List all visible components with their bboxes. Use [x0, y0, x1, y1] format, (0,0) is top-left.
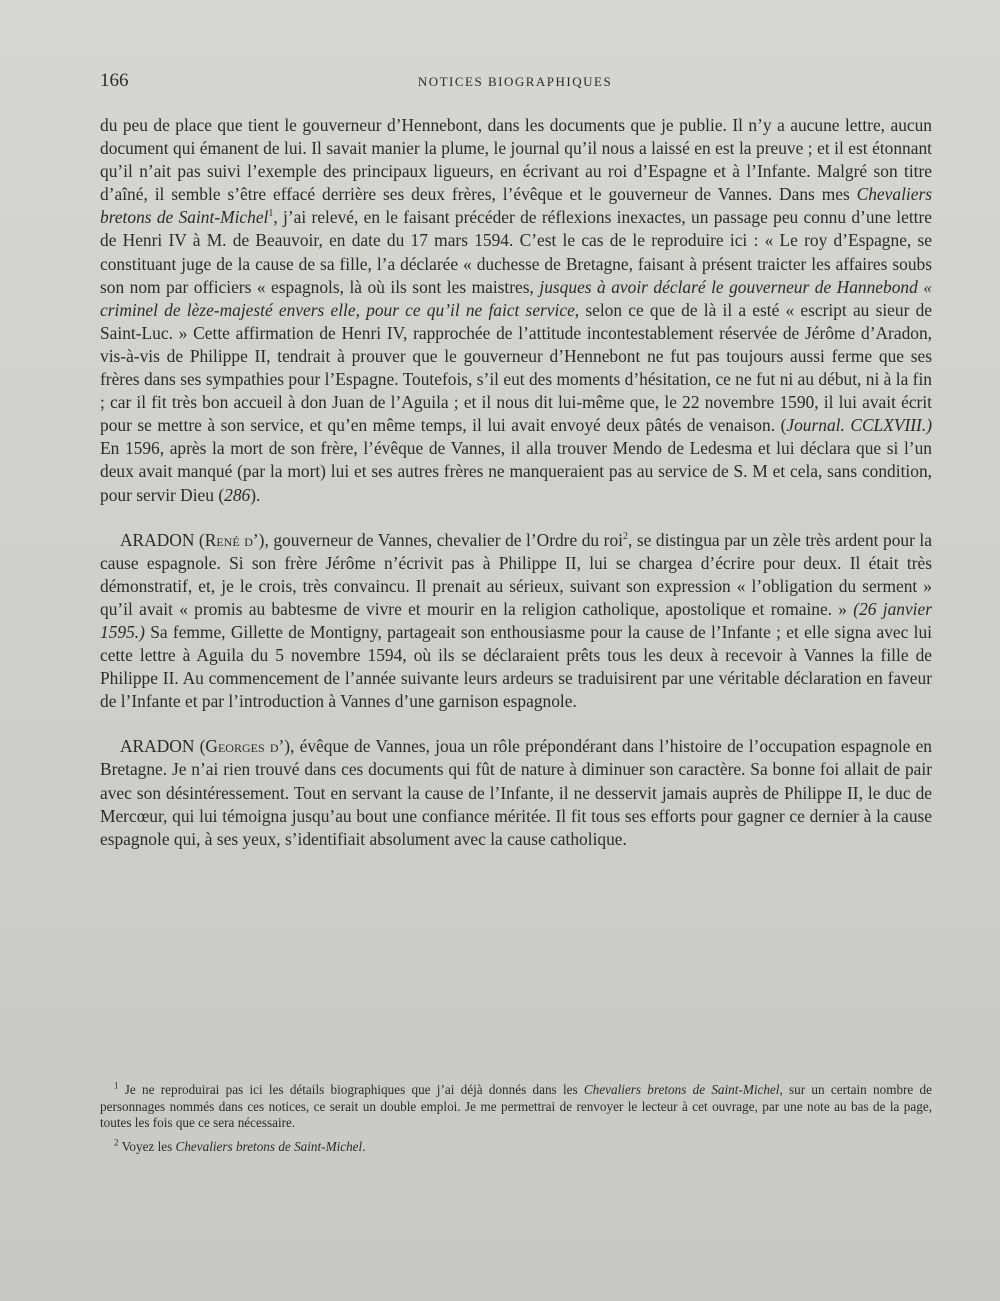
- running-title: NOTICES BIOGRAPHIQUES: [417, 74, 613, 89]
- text-run: ).: [250, 484, 261, 505]
- text-run: , se distingua par un zèle très ardent pour la cause espagnole. Si son frère Jérôme n’écrivit pas à Philippe II, lui se chargea d’écrire pour deux. Il était très démonstratif, et, je le crois, très convaincu. Il prenait au sérieux, suivant son expression « l’obligation du serment » qu’il avait « promis au babtesme de vivre et mourir en la religion catholique, apostolique et romaine. »: [100, 529, 932, 619]
- italic-run: Chevaliers bretons de Saint-Michel: [100, 184, 932, 228]
- text-run: , sur un certain nombre de personnages nommés dans ces notices, ce serait un double emploi. Je me permettrai de renvoyer le lecteur à cet ouvrage, par une note au bas de la page, toutes les fois que ce sera nécessaire.: [100, 1082, 933, 1130]
- text-run: Sa femme, Gillette de Montigny, partageait son enthousiasme pour la cause de l’Infante ; et elle signa avec lui cette lettre à Aguila du 5 novembre 1594, où ils se déclaraient prêts tous les deux à recevoir à Vannes la fille de Philippe II. Au commencement de l’année suivante leurs ardeurs se traduisirent par une véritable déclaration en faveur de l’Infante et par l’introduction à Vannes d’une garnison espagnole.: [100, 621, 932, 712]
- italic-run: Chevaliers bretons de Saint-Michel: [583, 1082, 780, 1097]
- text-run: .: [362, 1138, 366, 1154]
- paragraph-jerome-aradon: [100, 114, 932, 507]
- body-text: [100, 114, 932, 851]
- small-caps-run: René d’: [204, 529, 259, 550]
- page-header: [100, 70, 930, 96]
- footnote-2: [100, 1139, 932, 1156]
- text-run: Je ne reproduirai pas ici les détails biographiques que j’ai déjà donnés dans les: [124, 1082, 584, 1097]
- note-reference: 1: [268, 208, 274, 220]
- text-run: ), évêque de Vannes, joua un rôle prépondérant dans l’histoire de l’occupation espagnole en Bretagne. Je n’ai rien trouvé dans ces documents qui fût de nature à diminuer son caractère. Sa bonne foi allait de pair avec son désintéressement. Tout en servant la cause de l’Infante, il ne desservit jamais auprès de Philippe II, le duc de Mercœur, qui lui témoigna jusqu’au bout une confiance méritée. Il fit tous ses efforts pour gagner ce dernier à la cause espagnole qui, à ses yeux, s’identifiait absolument avec la cause catholique.: [100, 736, 932, 849]
- text-run: Voyez les: [121, 1138, 176, 1154]
- text-run: , selon ce que de là il a esté « escript au sieur de Saint-Luc. » Cette affirmation de Henri IV, rapprochée de l’attitude incontestablement réservée de Jérôme d’Aradon, vis-à-vis de Philippe II, tendrait à prouver que le gouverneur d’Hennebont ne fut pas toujours aussi ferme que ses frères dans ses sympathies pour l’Espagne. Toutefois, s’il eut des moments d’hésitation, ce ne fut ni au début, ni à la fin ; car il fit très bon accueil à don Juan de l’Aguila ; et il nous dit lui-même que, le 22 novembre 1590, il lui avait écrit pour se mettre à son service, et qu’en même temps, il lui avait envoyé deux pâtés de venaison. (: [100, 299, 932, 436]
- note-reference: 2: [622, 530, 628, 542]
- text-run: En 1596, après la mort de son frère, l’évêque de Vannes, il alla trouver Mendo de Ledesma et lui déclara que si l’un deux avait manqué (par la mort) lui et ses autres frères ne manqueraient pas au service de S. M et cela, sans condition, pour servir Dieu (: [100, 438, 932, 505]
- text-run: , j’ai relevé, en le faisant précéder de réflexions inexactes, un passage peu connu d’une lettre de Henri IV à M. de Beauvoir, en date du 17 mars 1594. C’est le cas de le reproduire ici : « Le roy d’Espagne, se constituant juge de la cause de sa fille, l’a déclarée « duchesse de Bretagne, faisant à présent traicter les affaires soubs son nom par officiers « espagnols, là où ils sont les maistres,: [100, 207, 932, 297]
- paragraph-rene-aradon: [100, 529, 932, 714]
- text-run: ), gouverneur de Vannes, chevalier de l’Ordre du roi: [258, 529, 623, 550]
- italic-run: Chevaliers bretons de Saint-Michel: [175, 1138, 363, 1154]
- paragraph-georges-aradon: [100, 735, 932, 850]
- italic-run: (26 janvier 1595.): [100, 598, 932, 642]
- footnote-1: [100, 1082, 932, 1132]
- italic-run: 286: [224, 484, 251, 505]
- footnotes: [100, 1082, 932, 1162]
- text-run: ARADON (: [120, 529, 205, 550]
- footnote-mark: 1: [114, 1080, 119, 1091]
- text-run: du peu de place que tient le gouverneur d’Hennebont, dans les documents que je publie. Il n’y a aucune lettre, aucun document qui émanent de lui. Il savait manier la plume, le journal qu’il nous a laissé en est la preuve ; et il est étonnant qu’il n’ait pas suivi l’exemple des principaux ligueurs, en écrivant au roi d’Espagne et à l’Infante. Malgré son titre d’aîné, il semble s’être effacé derrière ses deux frères, l’évêque et le gouverneur de Vannes. Dans mes: [100, 115, 932, 205]
- text-run: ARADON (: [120, 736, 206, 757]
- small-caps-run: Georges d’: [205, 736, 285, 757]
- footnote-mark: 2: [114, 1137, 119, 1148]
- italic-run: Journal. CCLXVIII.): [786, 415, 932, 436]
- italic-run: jusques à avoir déclaré le gouverneur de Hannebond « criminel de lèze-majesté envers elle, pour ce qu’il ne faict service: [100, 276, 932, 320]
- page-number: 166: [100, 70, 129, 91]
